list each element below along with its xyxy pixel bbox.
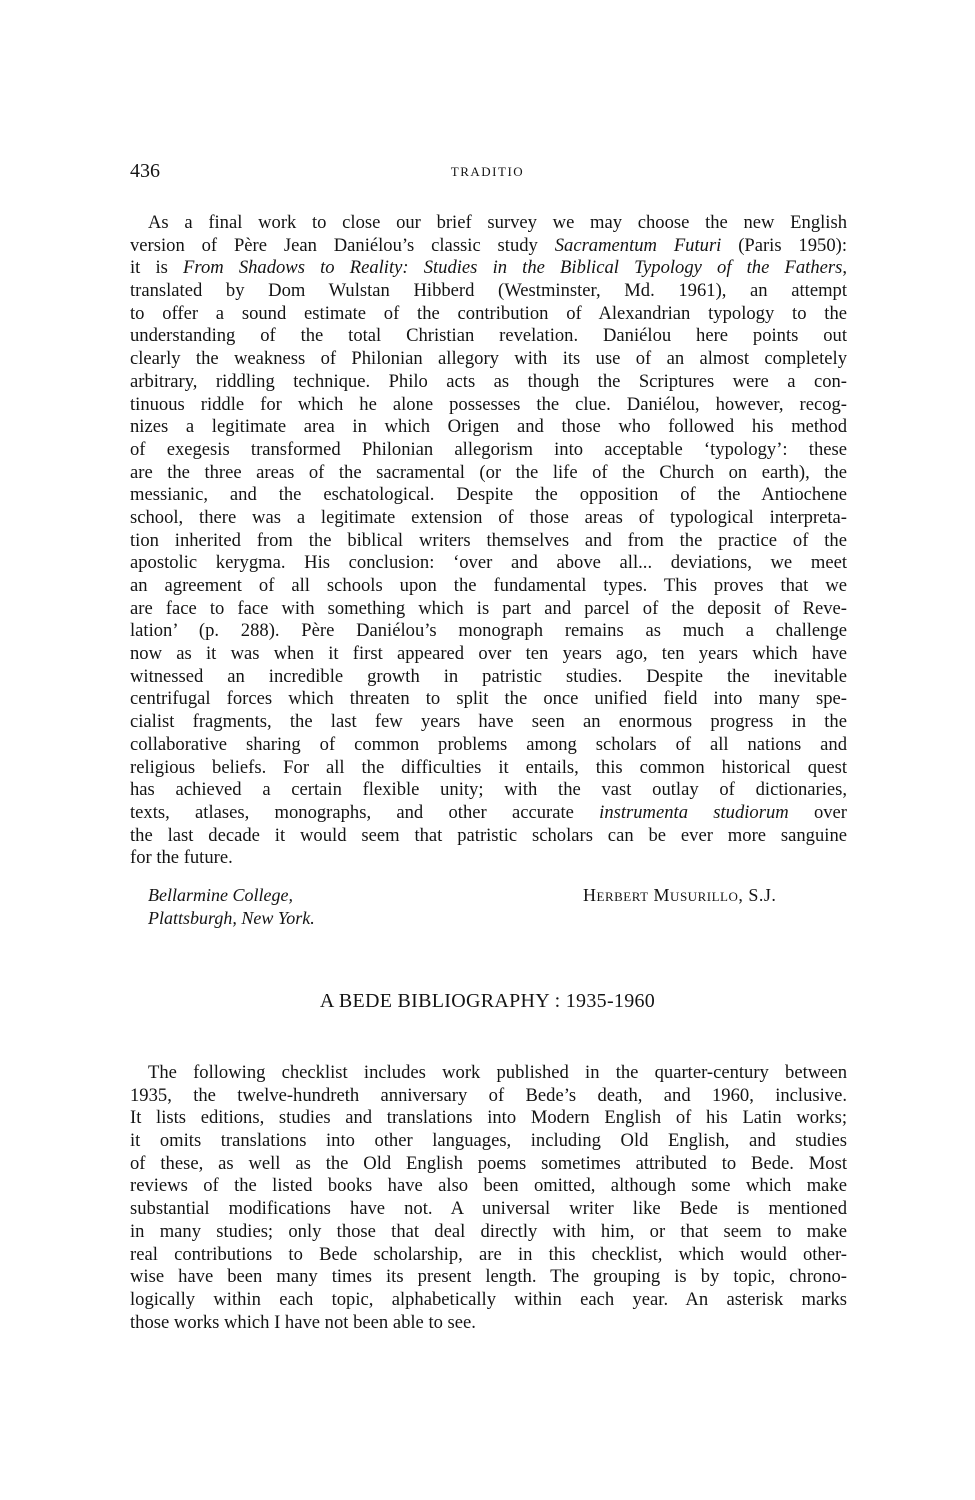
text-line: The following checklist includes work published in the quarter-century between	[148, 1062, 847, 1083]
text-line: religious beliefs. For all the difficulties it entails, this common historical quest	[130, 756, 847, 778]
text-line: collaborative sharing of common problems among scholars of all nations and	[130, 733, 847, 755]
text-line: the last decade it would seem that patristic scholars can be ever more sanguine	[130, 824, 847, 846]
text-line	[130, 802, 847, 825]
text-line: of exegesis transformed Philonian allegorism into acceptable ‘typology’: these	[130, 438, 847, 460]
running-head: TRADITIO	[450, 164, 525, 179]
text-line: understanding of the total Christian revelation. Daniélou here points out	[130, 325, 847, 347]
text-line: As a final work to close our brief survey we may choose the new English	[148, 212, 847, 233]
institution: Bellarmine College,	[148, 885, 293, 905]
text-line: it omits translations into other languages, including Old English, and studies	[130, 1130, 847, 1152]
text-line: are face to face with something which is part and parcel of the deposit of Reve-	[130, 597, 847, 619]
text-line: substantial modifications have not. A universal writer like Bede is mentioned	[130, 1198, 847, 1220]
text-line: It lists editions, studies and translations into Modern English of his Latin works;	[130, 1107, 847, 1129]
text-line: has achieved a certain flexible unity; with the vast outlay of dictionaries,	[130, 779, 847, 801]
page-number: 436	[130, 160, 160, 182]
text-line: centrifugal forces which threaten to split the once unified field into many spe-	[130, 688, 847, 710]
text-line: nizes a legitimate area in which Origen and those who followed his method	[130, 416, 847, 438]
text-line: cialist fragments, the last few years have seen an enormous progress in the	[130, 711, 847, 733]
text-span: ,	[842, 257, 848, 279]
text-line: translated by Dom Wulstan Hibberd (Westminster, Md. 1961), an attempt	[130, 280, 847, 302]
text-line: witnessed an incredible growth in patristic studies. Despite the inevitable	[130, 665, 847, 687]
text-line: school, there was a legitimate extension of those areas of typological interpreta-	[130, 506, 847, 528]
review-paragraph	[130, 212, 847, 870]
text-line: to offer a sound estimate of the contribution of Alexandrian typology to the	[130, 302, 847, 324]
text-line: messianic, and the eschatological. Despite the opposition of the Antiochene	[130, 484, 847, 506]
text-line: wise have been many times its present length. The grouping is by topic, chrono-	[130, 1266, 847, 1288]
location: Plattsburgh, New York.	[148, 907, 315, 928]
author-affiliation	[148, 884, 315, 929]
text-line: are the three areas of the sacramental (or the life of the Church on earth), the	[130, 461, 847, 483]
text-line: reviews of the listed books have also been omitted, although some which make	[130, 1175, 847, 1197]
text-line	[130, 235, 847, 258]
text-line: for the future.	[130, 847, 233, 869]
text-line: logically within each topic, alphabetically within each year. An asterisk marks	[130, 1288, 847, 1310]
bibliography-intro-paragraph	[130, 1062, 847, 1334]
text-line	[130, 257, 847, 280]
text-line: an agreement of all schools upon the fundamental types. This proves that we	[130, 575, 847, 596]
text-line: arbitrary, riddling technique. Philo acts as though the Scriptures were a con-	[130, 370, 847, 392]
book-title-italic: Sacramentum Futuri	[554, 234, 722, 256]
section-title: A BEDE BIBLIOGRAPHY : 1935-1960	[319, 990, 656, 1012]
author-name: Herbert Musurillo, S.J.	[583, 885, 777, 905]
text-span: (Paris 1950):	[721, 234, 847, 256]
book-title-italic: From Shadows to Reality: Studies in the Biblical Typology of the Fathers	[183, 257, 843, 279]
text-span: over	[788, 801, 847, 823]
text-line: of these, as well as the Old English poems sometimes attributed to Bede. Most	[130, 1152, 847, 1174]
text-line: those works which I have not been able to see.	[130, 1311, 476, 1333]
text-line: 1935, the twelve-hundreth anniversary of Bede’s death, and 1960, inclusive.	[130, 1084, 847, 1106]
text-span: version of Père Jean Daniélou’s classic study	[130, 234, 555, 256]
text-line: lation’ (p. 288). Père Daniélou’s monograph remains as much a challenge	[130, 620, 847, 642]
text-span: texts, atlases, monographs, and other accurate	[130, 801, 600, 823]
text-line: clearly the weakness of Philonian allegory with its use of an almost completely	[130, 348, 847, 370]
latin-phrase-italic: instrumenta studiorum	[599, 801, 789, 823]
text-line: tinuous riddle for which he alone possesses the clue. Daniélou, however, recog-	[130, 393, 847, 415]
text-line: apostolic kerygma. His conclusion: ‘over and above all... deviations, we meet	[130, 552, 847, 574]
text-span: it is	[130, 257, 184, 279]
text-line: real contributions to Bede scholarship, are in this checklist, which would other-	[130, 1243, 847, 1265]
text-line: in many studies; only those that deal directly with him, or that seem to make	[130, 1220, 847, 1242]
text-line: tion inherited from the biblical writers themselves and from the practice of the	[130, 529, 847, 551]
text-line: now as it was when it first appeared over ten years ago, ten years which have	[130, 643, 847, 665]
